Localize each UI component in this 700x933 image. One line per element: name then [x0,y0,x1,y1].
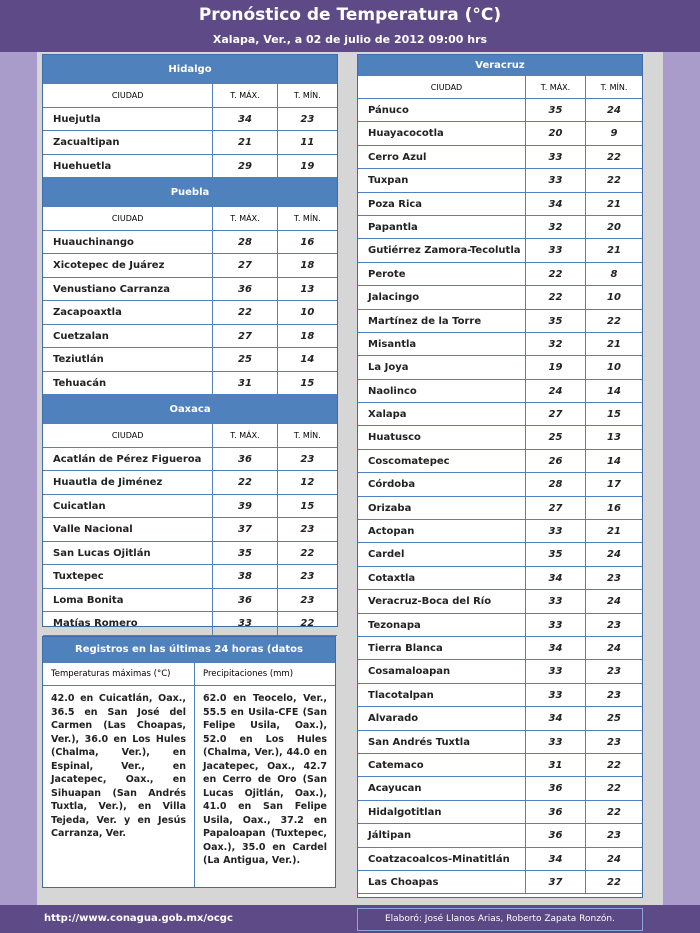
section-veracruz-title: Veracruz [358,55,642,76]
city-cell: Matías Romero [43,612,213,635]
max-temp-cell: 33 [213,612,277,635]
precip-records: 62.0 en Teocelo, Ver., 55.5 en Usila-CFE (San Felipe Usila, Oax.), 52.0 en Los Hules (Chalma, Ver.), 44.0 en Jacatepec, Oax., 42.7 en Cerro de Oro (San Lucas Ojitlán, Oax.), 41.0 en San Felipe Usila, Oax., 37.2 en Papaloapan (Tuxtepec, Oax.), 35.0 en Cardel (La Antigua, Ver.). [203,693,327,866]
table-row [358,426,642,449]
min-temp-cell: 14 [607,385,621,397]
max-temp-cell: 27 [213,254,277,277]
max-temp-cell: 22 [213,471,277,494]
oaxaca-rows [43,448,337,636]
max-temp-cell: 22 [526,286,586,308]
min-temp-cell: 21 [607,338,621,350]
city-cell: Xalapa [358,403,526,425]
city-cell: Pánuco [358,99,526,121]
max-temp-cell: 31 [213,372,277,395]
min-temp-cell: 23 [300,594,315,606]
city-cell: Córdoba [358,473,526,495]
city-cell: Actopan [358,520,526,542]
city-cell: Tierra Blanca [358,637,526,659]
table-row [358,731,642,754]
min-temp-cell: 18 [300,260,315,271]
table-row [358,848,642,871]
min-temp-cell: 11 [300,137,315,148]
min-temp-cell: 22 [607,759,621,771]
max-temp-cell: 34 [526,848,586,870]
min-temp-cell: 23 [607,619,621,631]
city-cell: Venustiano Carranza [43,278,213,301]
max-temp-cell: 38 [213,565,277,588]
max-temp-cell: 33 [526,684,586,706]
max-temp-cell: 34 [526,193,586,215]
min-temp-cell: 22 [607,783,621,795]
table-row [358,403,642,426]
table-row [358,520,642,543]
max-temp-cell: 33 [526,660,586,682]
table-row [358,660,642,683]
max-temp-cell: 24 [526,380,586,402]
footer [0,905,700,933]
col-max: T. MÁX. [213,207,277,230]
city-cell: Teziutlán [43,348,213,371]
max-temp-cell: 39 [213,495,277,518]
city-cell: Martínez de la Torre [358,310,526,332]
table-row [358,871,642,894]
city-cell: Coatzacoalcos-Minatitlán [358,848,526,870]
header [0,0,700,52]
city-cell: Cosamaloapan [358,660,526,682]
city-cell: Acayucan [358,777,526,799]
city-cell: Tlacotalpan [358,684,526,706]
table-row [43,155,337,179]
max-temp-cell: 34 [526,637,586,659]
table-row [43,301,337,325]
min-temp-cell: 22 [607,806,621,818]
city-cell: Zacualtipan [43,131,213,154]
table-row [43,612,337,636]
table-row [358,122,642,145]
city-cell: Cotaxtla [358,567,526,589]
min-temp-cell: 19 [300,160,315,172]
max-temp-cell: 20 [526,122,586,144]
table-row [358,380,642,403]
col-min: T. MÍN. [600,83,628,92]
table-row [358,99,642,122]
max-temp-cell: 27 [213,325,277,348]
max-temp-cell: 34 [213,108,277,131]
max-temp-cell: 29 [213,155,277,178]
city-cell: Huauchinango [43,231,213,254]
min-temp-cell: 24 [607,853,621,865]
min-temp-cell: 23 [300,571,315,582]
city-cell: Zacapoaxtla [43,301,213,324]
city-cell: Cuicatlan [43,495,213,518]
min-temp-cell: 23 [607,689,621,701]
min-temp-cell: 16 [300,236,315,248]
table-row [358,239,642,262]
puebla-rows [43,231,337,396]
city-cell: Catemaco [358,754,526,776]
max-temp-cell: 35 [526,543,586,565]
city-cell: Tezonapa [358,614,526,636]
col-city: CIUDAD [358,76,526,98]
city-cell: Coscomatepec [358,450,526,472]
city-cell: San Lucas Ojitlán [43,542,213,565]
min-temp-cell: 16 [607,502,621,514]
min-temp-cell: 22 [300,547,315,559]
credits-box: Elaboró: José Llanos Arias, Roberto Zapata Ronzón. [357,908,643,931]
min-temp-cell: 14 [300,354,315,365]
max-temp-cell: 36 [526,824,586,846]
table-row [43,231,337,255]
col-max: T. MÁX. [526,76,586,98]
city-cell: Jalacingo [358,286,526,308]
table-header [43,84,337,108]
table-header [43,424,337,448]
max-temp-cell: 32 [526,333,586,355]
section-oaxaca-title: Oaxaca [43,395,337,424]
col-city: CIUDAD [43,84,213,107]
city-cell: Hidalgotitlan [358,801,526,823]
table-row [43,131,337,155]
max-temp-cell: 25 [526,426,586,448]
table-row [43,108,337,132]
min-temp-cell: 13 [607,432,621,444]
min-temp-cell: 9 [610,128,618,140]
left-forecast-table [42,54,338,627]
page-title: Pronóstico de Temperatura (°C) [198,5,502,25]
max-temp-cell: 27 [526,497,586,519]
table-row [43,278,337,302]
city-cell: Huatusco [358,426,526,448]
city-cell: Perote [358,263,526,285]
city-cell: Naolinco [358,380,526,402]
table-row [358,333,642,356]
max-temp-cell: 28 [213,231,277,254]
table-row [358,193,642,216]
max-temp-cell: 36 [526,777,586,799]
table-row [43,372,337,396]
max-temp-cell: 33 [526,520,586,542]
max-temp-cell: 36 [213,589,277,612]
city-cell: Huehuetla [43,155,213,178]
city-cell: San Andrés Tuxtla [358,731,526,753]
max-temp-cell: 22 [213,301,277,324]
city-cell: Veracruz-Boca del Río [358,590,526,612]
page-subtitle: Xalapa, Ver., a 02 de julio de 2012 09:00 hrs [212,33,488,46]
min-temp-cell: 12 [300,477,315,488]
col-min: T. MÍN. [293,91,321,100]
min-temp-cell: 21 [607,245,621,257]
table-row [43,495,337,519]
max-temp-cell: 31 [526,754,586,776]
veracruz-rows [358,99,642,894]
max-temp-cell: 35 [213,542,277,565]
city-cell: Acatlán de Pérez Figueroa [43,448,213,471]
min-temp-cell: 23 [300,113,315,125]
max-temp-cell: 33 [526,169,586,191]
city-cell: Huautla de Jiménez [43,471,213,494]
min-temp-cell: 24 [607,105,621,116]
records-box [42,636,336,888]
table-row [43,471,337,495]
min-temp-cell: 23 [300,453,315,465]
min-temp-cell: 21 [607,526,621,538]
max-temp-cell: 35 [526,99,586,121]
min-temp-cell: 24 [607,642,621,654]
col-city: CIUDAD [43,207,213,230]
max-temp-cell: 37 [526,871,586,893]
precip-label: Precipitaciones (mm) [203,669,294,679]
city-cell: Tuxtepec [43,565,213,588]
records-title: Registros en las últimas 24 horas (datos observados) [43,637,335,663]
table-row [358,216,642,239]
veracruz-table [357,54,643,898]
city-cell: Xicotepec de Juárez [43,254,213,277]
max-temp-cell: 36 [213,448,277,471]
col-min: T. MÍN. [293,214,321,223]
max-temp-cell: 33 [526,146,586,168]
footer-url-link[interactable]: http://www.conagua.gob.mx/ocgc [44,913,233,924]
records-columns [43,686,335,887]
table-row [358,637,642,660]
min-temp-cell: 22 [607,175,621,187]
col-city: CIUDAD [43,424,213,447]
table-header [43,207,337,231]
table-row [358,567,642,590]
city-cell: Jáltipan [358,824,526,846]
min-temp-cell: 18 [300,330,315,342]
table-row [358,777,642,800]
city-cell: Poza Rica [358,193,526,215]
max-temp-cell: 33 [526,614,586,636]
table-row [358,614,642,637]
min-temp-cell: 21 [607,198,621,210]
table-row [358,146,642,169]
table-row [358,356,642,379]
max-temp-cell: 36 [526,801,586,823]
min-temp-cell: 10 [300,307,315,318]
city-cell: La Joya [358,356,526,378]
table-row [358,754,642,777]
min-temp-cell: 23 [300,524,315,535]
min-temp-cell: 23 [607,572,621,584]
col-max: T. MÁX. [213,84,277,107]
table-header [358,76,642,99]
max-temp-cell: 33 [526,590,586,612]
table-row [358,473,642,496]
max-temp-records: 42.0 en Cuicatlán, Oax., 36.5 en San José del Carmen (Las Choapas, Ver.), 36.0 en Los Hules (Chalma, Ver.), en Espinal, Ver., en Jacatepec, Oax., en Sihuapan (San Andrés Tuxtla, Ver.), en Villa Tejeda, Ver. y en Jesús Carranza, Ver. [43,686,195,887]
city-cell: Orizaba [358,497,526,519]
min-temp-cell: 10 [607,292,621,304]
max-temp-cell: 27 [526,403,586,425]
table-row [358,286,642,309]
table-row [358,801,642,824]
min-temp-cell: 24 [607,549,621,561]
city-cell: Gutiérrez Zamora-Tecolutla [358,239,526,261]
max-temp-cell: 35 [526,310,586,332]
max-temp-cell: 21 [213,131,277,154]
col-min: T. MÍN. [293,431,321,440]
table-row [358,684,642,707]
min-temp-cell: 15 [300,500,315,512]
records-labels [43,663,335,686]
max-temp-cell: 34 [526,567,586,589]
table-row [358,543,642,566]
min-temp-cell: 22 [607,151,621,163]
min-temp-cell: 22 [300,618,315,629]
city-cell: Las Choapas [358,871,526,893]
city-cell: Loma Bonita [43,589,213,612]
table-row [43,518,337,542]
max-temp-cell: 19 [526,356,586,378]
city-cell: Cuetzalan [43,325,213,348]
table-row [358,263,642,286]
table-row [358,497,642,520]
table-row [358,310,642,333]
table-row [43,448,337,472]
min-temp-cell: 22 [607,315,621,327]
max-temp-cell: 33 [526,731,586,753]
section-puebla-title: Puebla [43,178,337,207]
city-cell: Tehuacán [43,372,213,395]
min-temp-cell: 15 [607,409,621,421]
min-temp-cell: 15 [300,377,315,389]
max-temp-label: Temperaturas máximas (°C) [43,663,195,685]
min-temp-cell: 10 [607,362,621,374]
min-temp-cell: 22 [607,876,621,888]
city-cell: Misantla [358,333,526,355]
max-temp-cell: 22 [526,263,586,285]
table-row [358,707,642,730]
table-row [43,254,337,278]
table-row [358,450,642,473]
section-hidalgo-title: Hidalgo [43,55,337,84]
table-row [43,565,337,589]
max-temp-cell: 37 [213,518,277,541]
min-temp-cell: 23 [607,830,621,842]
city-cell: Alvarado [358,707,526,729]
city-cell: Valle Nacional [43,518,213,541]
min-temp-cell: 23 [607,666,621,678]
city-cell: Cerro Azul [358,146,526,168]
min-temp-cell: 20 [607,221,621,233]
min-temp-cell: 13 [300,283,315,295]
table-row [43,542,337,566]
min-temp-cell: 24 [607,596,621,608]
max-temp-cell: 33 [526,239,586,261]
min-temp-cell: 14 [607,455,621,467]
table-row [43,348,337,372]
hidalgo-rows [43,108,337,179]
table-row [358,169,642,192]
min-temp-cell: 17 [607,479,621,491]
city-cell: Tuxpan [358,169,526,191]
max-temp-cell: 28 [526,473,586,495]
table-row [43,589,337,613]
col-max: T. MÁX. [213,424,277,447]
city-cell: Huayacocotla [358,122,526,144]
max-temp-cell: 36 [213,278,277,301]
min-temp-cell: 23 [607,736,621,748]
max-temp-cell: 34 [526,707,586,729]
max-temp-cell: 32 [526,216,586,238]
table-row [358,824,642,847]
city-cell: Huejutla [43,108,213,131]
table-row [43,325,337,349]
table-row [358,590,642,613]
city-cell: Cardel [358,543,526,565]
city-cell: Papantla [358,216,526,238]
max-temp-cell: 25 [213,348,277,371]
min-temp-cell: 8 [610,268,618,280]
max-temp-cell: 26 [526,450,586,472]
min-temp-cell: 25 [607,713,621,725]
